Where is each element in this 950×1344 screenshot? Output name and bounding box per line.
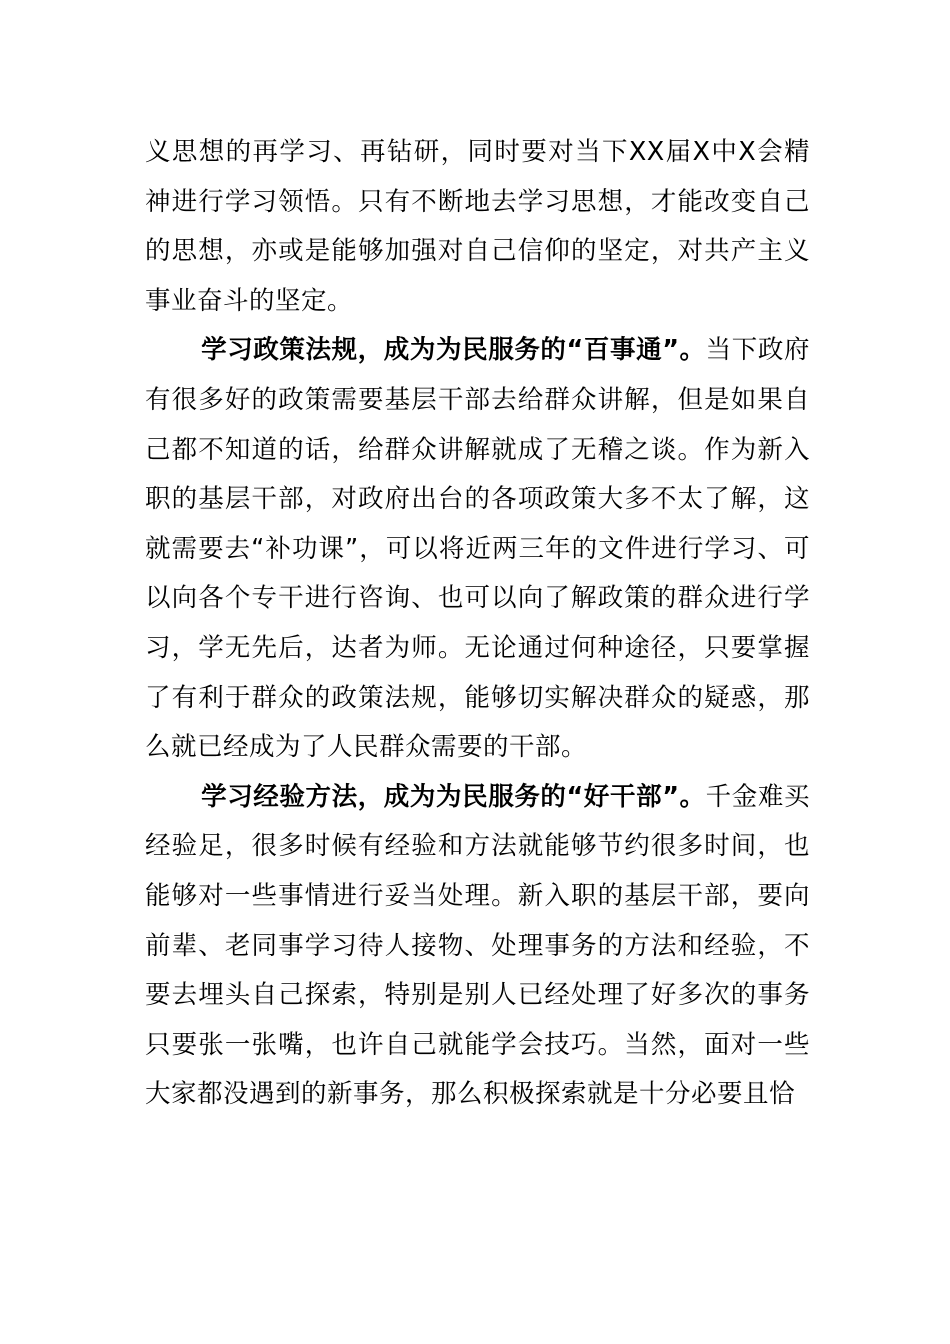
paragraph-3-text: 千金难买经验足，很多时候有经验和方法就能够节约很多时间，也能够对一些事情进行妥当处理。新入职的基层干部，要向前辈、老同事学习待人接物、处理事务的方法和经验，不要去埋头自己探索，特别是别人已经处理了好多次的事务只要张一张嘴，也许自己就能学会技巧。当然，面对一些大家都没遇到的新事务，那么积极探索就是十分必要且恰 bbox=[145, 781, 810, 1110]
paragraph-2-heading: 学习政策法规，成为为民服务的“百事通”。 bbox=[201, 335, 706, 366]
paragraph-2-text: 当下政府有很多好的政策需要基层干部去给群众讲解，但是如果自己都不知道的话，给群众讲解就成了无稽之谈。作为新入职的基层干部，对政府出台的各项政策大多不太了解，这就需要去“补功课”，可以将近两三年的文件进行学习、可以向各个专干进行咨询、也可以向了解政策的群众进行学习，学无先后，达者为师。无论通过何种途径，只要掌握了有利于群众的政策法规，能够切实解决群众的疑惑，那么就已经成为了人民群众需要的干部。 bbox=[145, 335, 810, 763]
paragraph-3-heading: 学习经验方法，成为为民服务的“好干部”。 bbox=[201, 781, 706, 812]
paragraph-1-text: 义思想的再学习、再钻研，同时要对当下XX届X中X会精神进行学习领悟。只有不断地去学习思想，才能改变自己的思想，亦或是能够加强对自己信仰的坚定，对共产主义事业奋斗的坚定。 bbox=[145, 137, 810, 316]
paragraph-2 bbox=[145, 326, 810, 772]
document-page bbox=[145, 128, 810, 1120]
paragraph-1 bbox=[145, 128, 810, 326]
paragraph-3 bbox=[145, 773, 810, 1120]
